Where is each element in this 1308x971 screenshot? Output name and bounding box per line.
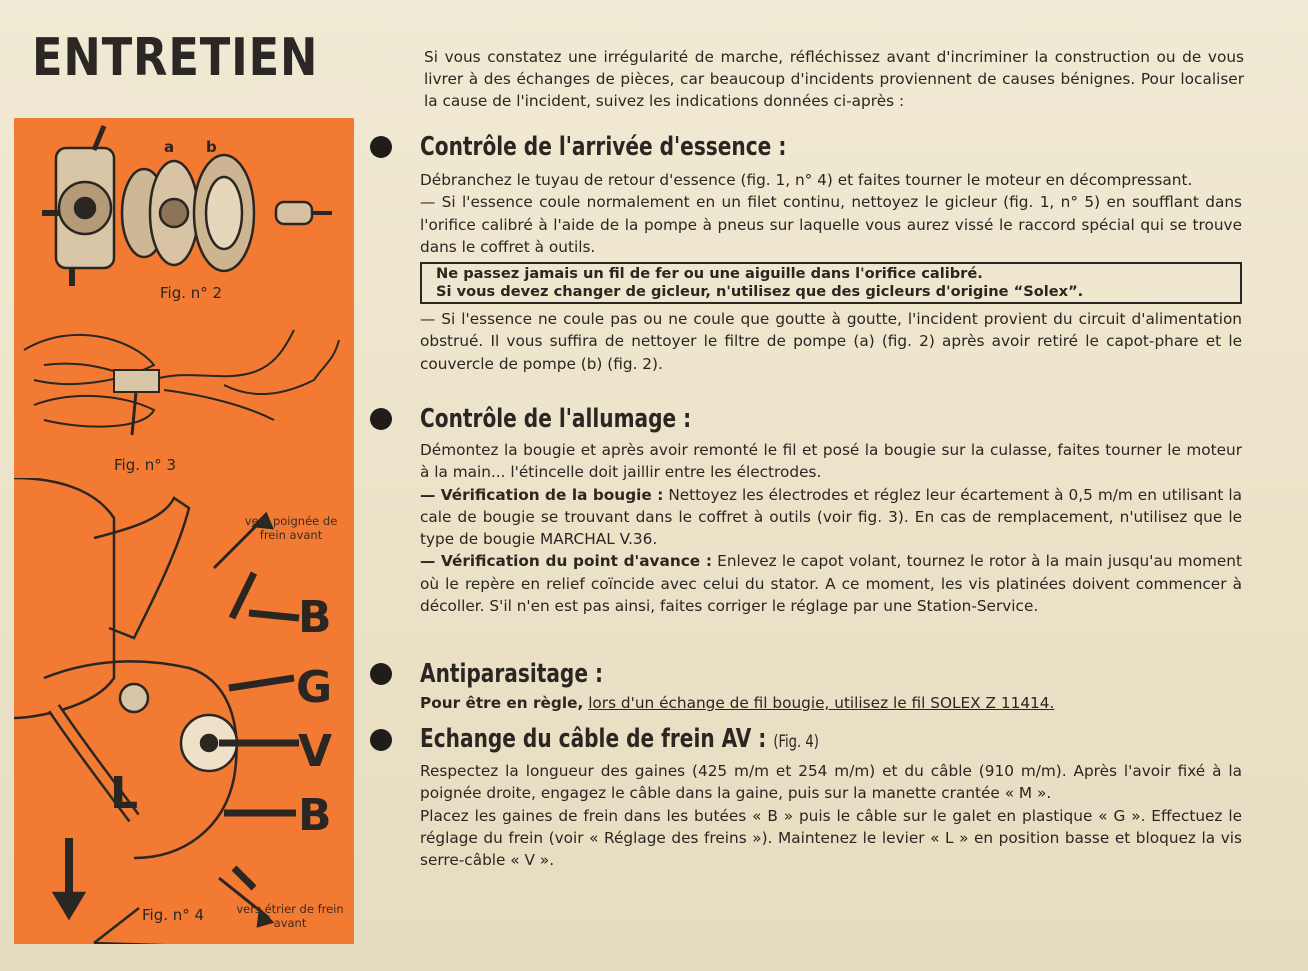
section-heading: Contrôle de l'arrivée d'essence : <box>420 132 787 162</box>
paragraph-body: Enlevez le capot volant, tournez le rotor à la main jusqu'au moment où le repère en relief coïncide avec celui du stator. A ce moment, les vis platinées doivent commencer à décoller. S'il n'en est pas ainsi, faites corriger le réglage par une Station-Service. <box>420 552 1242 616</box>
warning-line: Si vous devez changer de gicleur, n'utilisez que des gicleurs d'origine “Solex”. <box>436 283 1084 301</box>
section-heading <box>420 723 1127 758</box>
fig3-spark-plug-illustration <box>14 310 354 460</box>
intro-paragraph: Si vous constatez une irrégularité de marche, réfléchissez avant d'incriminer la construction ou de vous livrer à des échanges de pièces, car beaucoup d'incidents proviennent de causes bénignes. Pour localiser la cause de l'incident, suivez les indications données ci-après : <box>424 48 1244 111</box>
section-paragraph: — Si l'essence ne coule pas ou ne coule que goutte à goutte, l'incident provient du circuit d'alimentation obstrué. Il vous suffira de nettoyer le filtre de pompe (a) (fig. 2) après avoir retiré le capot-phare et le couvercle de pompe (b) (fig. 2). <box>420 310 1242 373</box>
section-antiparasitage <box>420 658 1242 714</box>
section-paragraph <box>420 484 1242 551</box>
fig4-note-top: vers poignée de frein avant <box>244 514 338 542</box>
warning-box <box>420 262 1242 304</box>
section-paragraph: Placez les gaines de frein dans les butées « B » puis le câble sur le galet en plastique « G ». Effectuez le réglage du frein (voir « Réglage des freins »). Maintenez le levier « L » en position basse et bloquez la vis serre-câble « V ». <box>420 806 1242 870</box>
fig2-caption: Fig. n° 2 <box>160 284 223 302</box>
fig4-letter-b-bottom: B <box>298 790 332 841</box>
fig4-note-bottom: vers étrier de frein avant <box>236 902 344 930</box>
section-paragraph: Démontez la bougie et après avoir remonté le fil et posé la bougie sur la culasse, faites tourner le moteur à la main... l'étincelle doit jaillir entre les électrodes. <box>420 441 1242 482</box>
bullet-dot <box>370 136 392 158</box>
fig2-label-a: a <box>164 138 175 156</box>
section-essence <box>420 131 1242 375</box>
section-paragraph: — Si l'essence coule normalement en un filet continu, nettoyez le gicleur (fig. 1, n° 5) en soufflant dans l'orifice calibré à l'aide de la pompe à pneus sur laquelle vous aurez vissé le raccord spécial qui se trouve dans le coffret à outils. <box>420 193 1242 256</box>
section-paragraph: Débranchez le tuyau de retour d'essence (fig. 1, n° 4) et faites tourner le moteur en décompressant. <box>420 171 1193 189</box>
fig2-pump-illustration <box>14 118 354 288</box>
page-title: ENTRETIEN <box>32 28 319 88</box>
fig4-letter-v: V <box>298 726 333 777</box>
fig2-label-b: b <box>206 138 217 156</box>
fig4-letter-g: G <box>296 662 333 713</box>
bullet-dot <box>370 729 392 751</box>
section-allumage <box>420 403 1242 617</box>
fig3-caption: Fig. n° 3 <box>114 456 177 474</box>
fig4-letter-l: L <box>110 768 139 819</box>
paragraph-lead: — Vérification du point d'avance : <box>420 552 712 571</box>
heading-figure-ref: (Fig. 4) <box>773 732 819 752</box>
section-cable-frein <box>420 723 1242 871</box>
paragraph-lead: — Vérification de la bougie : <box>420 485 664 504</box>
section-heading: Antiparasitage : <box>420 659 604 689</box>
section-paragraph: Respectez la longueur des gaines (425 m/m et 254 m/m) et du câble (910 m/m). Après l'avoir fixé à la poignée droite, engagez le câble dans la gaine, puis sur la manette crantée « M ». <box>420 762 1242 803</box>
fig4-letter-b-top: B <box>298 592 332 643</box>
paragraph-body: lors d'un échange de fil bougie, utilisez le fil SOLEX Z 11414. <box>588 694 1055 712</box>
bullet-dot <box>370 408 392 430</box>
paragraph-lead: Pour être en règle, <box>420 694 584 712</box>
section-heading: Contrôle de l'allumage : <box>420 404 692 434</box>
paragraph-body: Nettoyez les électrodes et réglez leur écartement à 0,5 m/m en utilisant la cale de bougie se trouvant dans le coffret à outils (voir fig. 3). En cas de remplacement, n'utilisez que le type de bougie MARCHAL V.36. <box>420 485 1242 549</box>
section-paragraph <box>420 692 1242 714</box>
section-paragraph <box>420 550 1242 617</box>
warning-line: Ne passez jamais un fil de fer ou une aiguille dans l'orifice calibré. <box>436 265 983 283</box>
bullet-dot <box>370 663 392 685</box>
heading-text: Echange du câble de frein AV : <box>420 724 767 754</box>
illustration-panel <box>14 118 354 944</box>
fig4-caption: Fig. n° 4 <box>142 906 205 924</box>
